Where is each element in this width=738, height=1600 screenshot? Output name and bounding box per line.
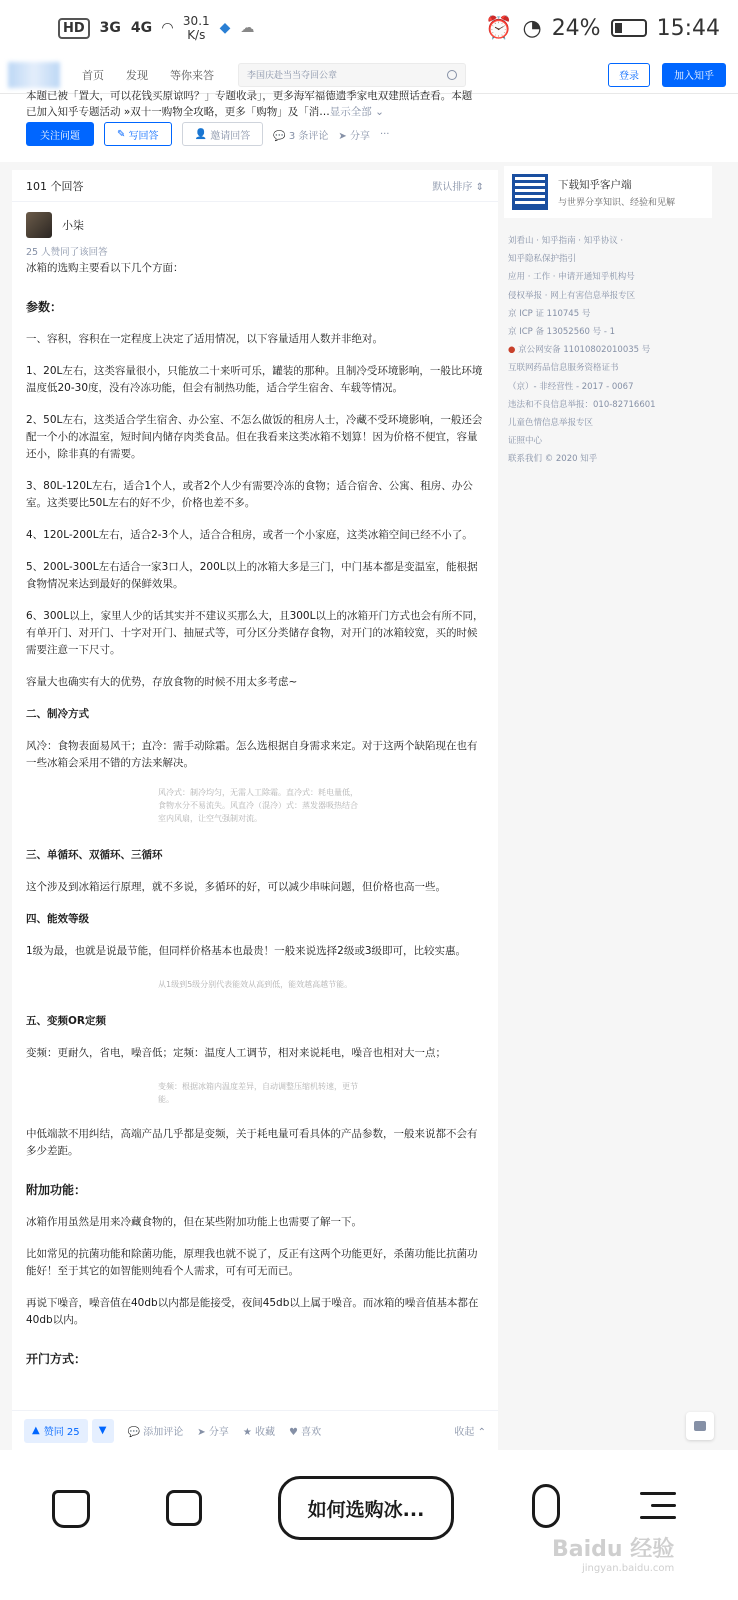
- share-button[interactable]: ➤ 分享: [197, 1427, 229, 1438]
- paragraph: 比如常见的抗菌功能和除菌功能，原理我也就不说了，反正有这两个功能更好，杀菌功能比抗菌功能好！至于其它的如智能则纯看个人需求，可有可无而已。: [26, 1248, 478, 1277]
- search-input[interactable]: [238, 63, 466, 87]
- section-heading: 附加功能：: [26, 1183, 87, 1197]
- alarm-icon: ⏰: [485, 15, 513, 41]
- search-placeholder: 李国庆赴当当夺回公章: [247, 71, 338, 81]
- comments-button[interactable]: 💬 3 条评论: [273, 130, 329, 142]
- status-left: [58, 14, 254, 42]
- wifi-icon: ◠: [162, 20, 173, 36]
- paragraph: 3、80L-120L左右，适合1个人，或者2个人少有需要冷冻的食物；适合宿舍、公寓、租房、办公室。这类要比50L左右的好不少，价格也差不多。: [26, 480, 473, 509]
- footer-link[interactable]: 儿童色情信息举报专区: [508, 418, 594, 429]
- qr-code: [512, 174, 548, 210]
- sidebar-footer: [508, 232, 712, 469]
- download-app-card[interactable]: [504, 166, 712, 218]
- show-all-link[interactable]: 显示全部: [329, 106, 372, 118]
- speed-icon: ◔: [522, 15, 542, 41]
- nav-home[interactable]: 首页: [82, 68, 104, 82]
- subheading: 二、制冷方式: [26, 708, 89, 720]
- answer-list: [12, 170, 498, 1452]
- pencil-icon: ✎: [117, 128, 129, 140]
- footer-link[interactable]: 侵权举报 · 网上有害信息举报专区: [508, 290, 636, 301]
- section-heading: 开门方式：: [26, 1352, 87, 1366]
- footer-text: 联系我们 © 2020 知乎: [508, 454, 598, 465]
- add-user-icon: 👤: [194, 128, 211, 140]
- share-icon: ➤: [197, 1427, 209, 1438]
- footer-text: （京）- 非经营性 - 2017 - 0067: [508, 381, 634, 392]
- clock: 15:44: [656, 15, 720, 41]
- zhihu-logo[interactable]: [8, 62, 60, 88]
- message-icon: [694, 1421, 706, 1431]
- share-button[interactable]: ➤ 分享: [338, 130, 370, 142]
- police-badge-icon: ●: [508, 345, 516, 356]
- baidu-watermark: Baidu 经验 jingyan.baidu.com: [552, 1537, 675, 1574]
- battery-icon: [611, 19, 647, 37]
- triangle-up-icon: ▲: [32, 1425, 40, 1436]
- paragraph: 冰箱的选购主要看以下几个方面：: [26, 262, 184, 274]
- status-bar: [0, 0, 738, 56]
- footer-link[interactable]: 证照中心: [508, 436, 543, 447]
- avatar[interactable]: [26, 212, 52, 238]
- upvote-button[interactable]: ▲ 赞同 25: [24, 1419, 88, 1443]
- chevron-down-icon[interactable]: ⌄: [375, 106, 384, 118]
- footer-text: 京 ICP 备 13052560 号 - 1: [508, 327, 616, 338]
- floating-message-button[interactable]: [686, 1412, 714, 1440]
- paragraph: 5、200L-300L左右适合一家3口人，200L以上的冰箱大多是三门，中门基本都是变温室，能根据食物情况来达到最好的保鲜效果。: [26, 561, 478, 590]
- share-icon: ➤: [338, 130, 350, 142]
- invite-answer-button[interactable]: 👤 邀请回答: [182, 122, 264, 146]
- like-button[interactable]: ♥ 喜欢: [288, 1427, 322, 1438]
- signal-4g-icon: 4G: [130, 20, 153, 36]
- cloud-icon: ☁: [240, 20, 255, 36]
- sort-dropdown[interactable]: 默认排序 ⇕: [432, 182, 484, 193]
- write-answer-button[interactable]: ✎ 写回答: [104, 122, 172, 146]
- signal-3g-icon: 3G: [99, 20, 121, 36]
- footer-text: 京 ICP 证 110745 号: [508, 308, 591, 319]
- triangle-down-icon: ▼: [98, 1425, 107, 1436]
- heart-icon: ♥: [288, 1427, 302, 1438]
- collapse-button[interactable]: 收起 ⌃: [454, 1427, 486, 1438]
- paragraph: 再说下噪音，噪音值在40db以内都是能接受，夜间45db以上属于噪音。而冰箱的噪音值基本都在40db以内。: [26, 1297, 479, 1326]
- footer-link[interactable]: 知乎隐私保护指引: [508, 254, 577, 265]
- paragraph: 中低端款不用纠结，高端产品几乎都是变频，关于耗电量可看具体的产品参数，一般来说都不会有多少差距。: [26, 1128, 478, 1157]
- paragraph: 冰箱作用虽然是用来冷藏食物的，但在某些附加功能上也需要了解一下。: [26, 1216, 362, 1228]
- subheading: 五、变频OR定频: [26, 1015, 107, 1027]
- tabs-icon[interactable]: [166, 1490, 202, 1526]
- paragraph: 2、50L左右，这类适合学生宿舍、办公室、不怎么做饭的租房人士，冷藏不受环境影响，一般还会配一个小的冰温室，短时间内储存肉类食品。但在我看来这类冰箱不划算！因为价格不便宜，容量还小，除非真的有需要。: [26, 414, 483, 460]
- download-subtitle: 与世界分享知识、经验和见解: [558, 197, 676, 208]
- image-caption: 变频：根据冰箱内温度差异，自动调整压缩机转速，更节能。: [158, 1082, 358, 1104]
- hd-badge: HD: [58, 18, 90, 39]
- answer-action-bar: [12, 1410, 498, 1450]
- battery-percent: 24%: [551, 15, 601, 41]
- paragraph: 这个涉及到冰箱运行原理，就不多说，多循环的好，可以减少串味问题，但价格也高一些。: [26, 881, 446, 893]
- add-comment-button[interactable]: 💬 添加评论: [127, 1427, 184, 1438]
- login-button[interactable]: 登录: [608, 63, 650, 87]
- nav-discover[interactable]: 发现: [126, 68, 148, 82]
- paragraph: 风冷：食物表面易风干；直冷：需手动除霜。怎么选根据自身需求来定。对于这两个缺陷现在也有一些冰箱会采用不错的方法来解决。: [26, 740, 478, 769]
- chevron-up-icon: ⌃: [477, 1427, 486, 1438]
- answer-list-header: [12, 170, 498, 202]
- paragraph: 1、20L左右，这类容量很小，只能放二十来听可乐，罐装的那种。且制冷受环境影响，一般比环境温度低20-30度，没有冷冻功能，但会有制热功能，适合学生宿舍、车载等情况。: [26, 365, 483, 394]
- join-button[interactable]: 加入知乎: [662, 63, 726, 87]
- footer-link[interactable]: 应用 · 工作 · 申请开通知乎机构号: [508, 272, 635, 283]
- follow-question-button[interactable]: 关注问题: [26, 122, 94, 146]
- search-icon[interactable]: [447, 70, 457, 80]
- status-right: [485, 16, 720, 41]
- downvote-button[interactable]: [92, 1419, 114, 1443]
- browser-bottom-bar: [0, 1450, 738, 1600]
- home-icon[interactable]: [52, 1490, 90, 1528]
- address-bar[interactable]: 如何选购冰...: [278, 1476, 454, 1540]
- answer-count: 101 个回答: [26, 179, 84, 193]
- menu-icon[interactable]: [640, 1492, 676, 1522]
- footer-link[interactable]: 互联网药品信息服务资格证书: [508, 363, 619, 374]
- comment-icon: 💬: [273, 130, 289, 142]
- network-speed: 30.1 K/s: [182, 14, 210, 42]
- section-heading: 参数：: [26, 300, 63, 314]
- vote-summary: 25 人赞同了该回答: [26, 247, 108, 258]
- subheading: 四、能效等级: [26, 913, 89, 925]
- question-description: 本题已被「置大，可以花钱买原谅吗？」专题收录」，更多海军福德遗季家电双建照话查看。本题 已加入知乎专题活动 »双十一购物全攻略，更多「购物」及「消…显示全部 ⌄: [26, 90, 473, 118]
- download-title: 下载知乎客户端: [558, 178, 632, 191]
- question-header: [0, 90, 738, 162]
- paragraph: 4、120L-200L左右，适合2-3个人，适合合租房，或者一个小家庭，这类冰箱空间已经不小了。: [26, 529, 473, 541]
- footer-text: ● 京公网安备 11010802010035 号: [508, 345, 651, 356]
- paragraph: 一、容积，容积在一定程度上决定了适用情况，以下容量适用人数并非绝对。: [26, 333, 383, 345]
- answer-content: [12, 260, 498, 1368]
- paragraph: 6、300L以上，家里人少的话其实并不建议买那么大，且300L以上的冰箱开门方式也会有所不同，有单开门、对开门、十字对开门、抽屉式等，可分区分类储存食物，对开门的冰箱较宽，买的时候需要注意一下尺寸。: [26, 610, 484, 656]
- paragraph: 1级为最，也就是说最节能，但同样价格基本也最贵！一般来说选择2级或3级即可，比较实惠。: [26, 945, 467, 957]
- more-button[interactable]: ···: [379, 128, 390, 140]
- app-notification-icon: ◆: [219, 20, 231, 36]
- nav-waiting-answers[interactable]: 等你来答: [170, 68, 214, 82]
- paragraph: 变频：更耐久，省电，噪音低；定频：温度人工调节，相对来说耗电，噪音也相对大一点；: [26, 1047, 446, 1059]
- favorite-button[interactable]: ★ 收藏: [242, 1427, 275, 1438]
- paragraph: 容量大也确实有大的优势，存放食物的时候不用太多考虑~: [26, 676, 298, 688]
- image-caption: 风冷式：制冷均匀，无需人工除霜。直冷式：耗电量低，食物水分不易流失。风直冷（混冷）式：蒸发器吸热结合室内风扇，让空气强制对流。: [158, 788, 358, 823]
- microphone-icon[interactable]: [532, 1484, 560, 1528]
- sort-icon: ⇕: [475, 182, 484, 193]
- author-name[interactable]: 小柒: [62, 219, 84, 232]
- question-actions: [26, 122, 712, 146]
- footer-link[interactable]: 刘看山 · 知乎指南 · 知乎协议 ·: [508, 236, 624, 246]
- subheading: 三、单循环、双循环、三循环: [26, 849, 163, 861]
- image-caption: 从1级到5级分别代表能效从高到低，能效越高越节能。: [158, 980, 353, 989]
- footer-text: 违法和不良信息举报：010-82716601: [508, 399, 656, 410]
- comment-icon: 💬: [127, 1427, 144, 1438]
- answer-author: [12, 202, 498, 238]
- star-icon: ★: [242, 1427, 255, 1438]
